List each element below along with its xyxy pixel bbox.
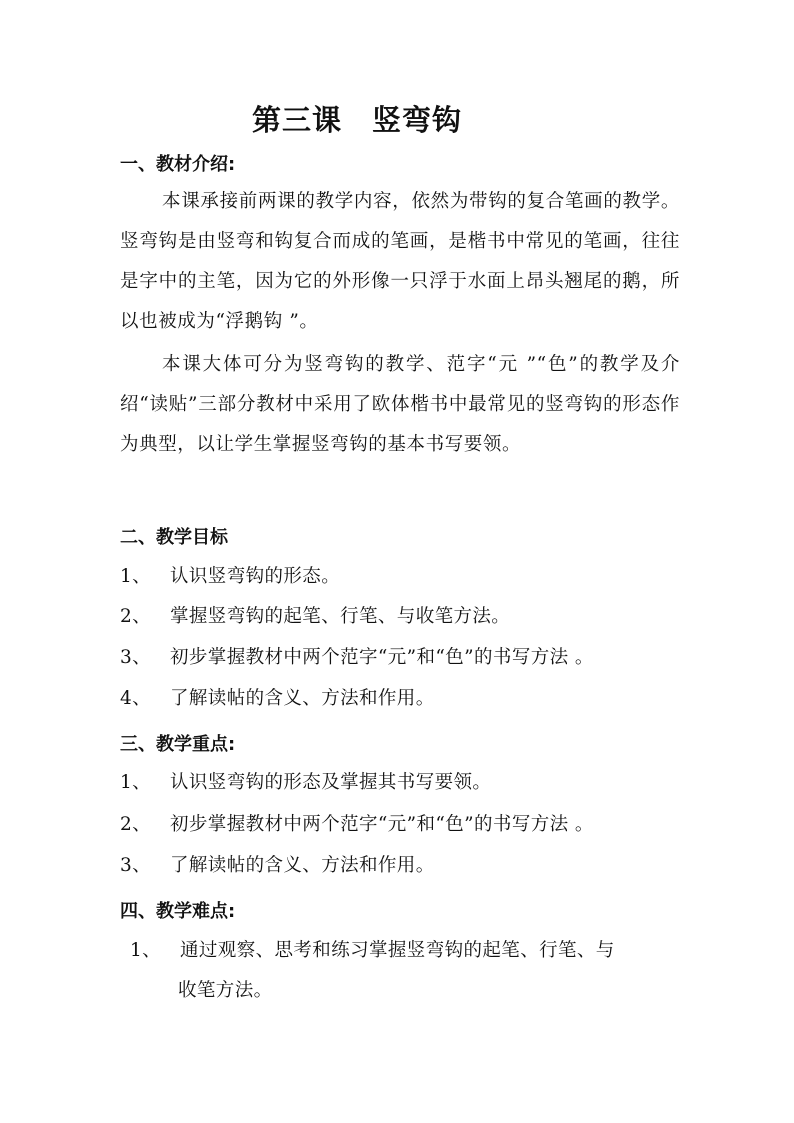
- goal-item-2: [120, 604, 510, 630]
- section-heading-key-points: 三、教学重点:: [120, 734, 236, 755]
- goal-item-number: 4、: [120, 688, 152, 709]
- section-heading-difficulties: 四、教学难点:: [120, 901, 236, 922]
- difficulty-item-text: [180, 931, 670, 1011]
- key-point-item-number: 3、: [120, 855, 152, 876]
- key-point-item-number: 2、: [120, 814, 152, 835]
- goal-item-number: 2、: [120, 606, 152, 627]
- difficulty-item-text-line-1: 通过观察、思考和练习掌握竖弯钩的起笔、行笔、与: [180, 940, 615, 961]
- section-heading-materials: 一、教材介绍:: [120, 154, 236, 175]
- goal-item-text: 掌握竖弯钩的起笔、行笔、与收笔方法。: [170, 606, 511, 627]
- key-point-item-2: [120, 812, 594, 838]
- difficulty-item-text-line-2: 收笔方法。: [178, 980, 273, 1001]
- goal-item-3: [120, 645, 594, 671]
- key-point-item-text: 认识竖弯钩的形态及掌握其书写要领。: [170, 772, 492, 793]
- materials-paragraph-1: 本课承接前两课的教学内容，依然为带钩的复合笔画的教学。竖弯钩是由竖弯和钩复合而成的笔画，是楷书中常见的笔画，往往是字中的主笔，因为它的外形像一只浮于水面上昂头翘尾的鹅，所以也被成为“浮鹅钩 ”。: [120, 191, 680, 332]
- difficulty-item-number: 1、: [130, 940, 162, 961]
- goal-item-number: 1、: [120, 566, 152, 587]
- key-point-item-3: [120, 853, 435, 879]
- goal-item-1: [120, 564, 340, 590]
- goal-item-number: 3、: [120, 647, 152, 668]
- key-point-item-1: [120, 770, 491, 796]
- section-heading-goals: 二、教学目标: [120, 527, 228, 548]
- key-point-item-number: 1、: [120, 772, 152, 793]
- goal-item-4: [120, 686, 435, 712]
- goal-item-text: 初步掌握教材中两个范字“元”和“色”的书写方法 。: [170, 647, 594, 668]
- page-title: 第三课 竖弯钩: [252, 103, 463, 137]
- goal-item-text: 了解读帖的含义、方法和作用。: [170, 688, 435, 709]
- materials-paragraph-2: 本课大体可分为竖弯钩的教学、范字“元 ”“色”的教学及介绍“读贴”三部分教材中采用了欧体楷书中最常见的竖弯钩的形态作为典型，以让学生掌握竖弯钩的基本书写要领。: [120, 354, 680, 455]
- difficulty-item-1: [130, 938, 670, 1011]
- key-point-item-text: 了解读帖的含义、方法和作用。: [170, 855, 435, 876]
- key-point-item-text: 初步掌握教材中两个范字“元”和“色”的书写方法 。: [170, 814, 594, 835]
- goal-item-text: 认识竖弯钩的形态。: [170, 566, 341, 587]
